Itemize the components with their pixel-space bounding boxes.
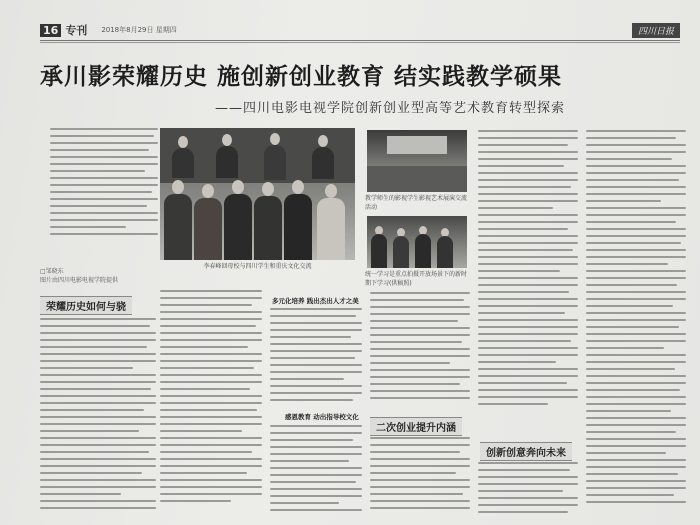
section-title-honor-history: 荣耀历史如何与骁 — [40, 296, 132, 315]
photo-top-right-caption: 教学师生的影视学生影视艺术展演交流活动 — [365, 195, 468, 211]
middle-column-text-a — [270, 308, 362, 408]
header-rule-thin — [40, 42, 680, 43]
middle-column-text-b — [270, 425, 362, 520]
paper-logo: 四川日报 — [632, 23, 680, 38]
right-column-text-b — [478, 462, 578, 520]
section-title-innovation-future: 创新创意奔向未来 — [480, 442, 572, 461]
right-middle-column-text-b — [370, 437, 470, 520]
right-column-text-a — [478, 130, 578, 435]
issue-date: 2018年8月29日 星期四 — [101, 26, 177, 34]
middle-left-column-text — [160, 290, 262, 520]
photo-bottom-right — [367, 216, 467, 268]
section-title-diverse-training: 多元化培养 践出杰出人才之美 — [272, 297, 359, 305]
subheadline: ——四川电影电视学院创新创业型高等艺术教育转型探索 — [215, 101, 566, 116]
main-photo-caption: 李春峰回母校与四川学生和重庆文化交流 — [203, 263, 312, 270]
far-right-column-text — [586, 130, 686, 520]
section-name: 专刊 — [65, 24, 88, 37]
headline: 承川影荣耀历史 施创新创业教育 结实践教学硕果 — [40, 64, 563, 90]
masthead — [40, 22, 680, 38]
credit-author: □邹晓东 — [40, 268, 64, 275]
section-title-gratitude-education: 感恩教育 动出指导校文化 — [285, 413, 359, 421]
photo-bottom-right-caption: 统一学习是重点拍摄开放场景下的新时期下学习(供稿照) — [365, 271, 468, 287]
header-rule — [40, 40, 680, 41]
right-middle-column-text-a — [370, 292, 470, 412]
section-title-second-startup: 二次创业提升内涵 — [370, 417, 462, 436]
left-column-text — [40, 318, 156, 518]
main-photo — [160, 128, 355, 260]
photo-credit — [40, 267, 165, 285]
credit-source: 图片由四川电影电视学院提供 — [40, 277, 119, 284]
page-number: 16 — [40, 24, 61, 37]
intro-text — [50, 128, 158, 248]
photo-top-right — [367, 130, 467, 192]
